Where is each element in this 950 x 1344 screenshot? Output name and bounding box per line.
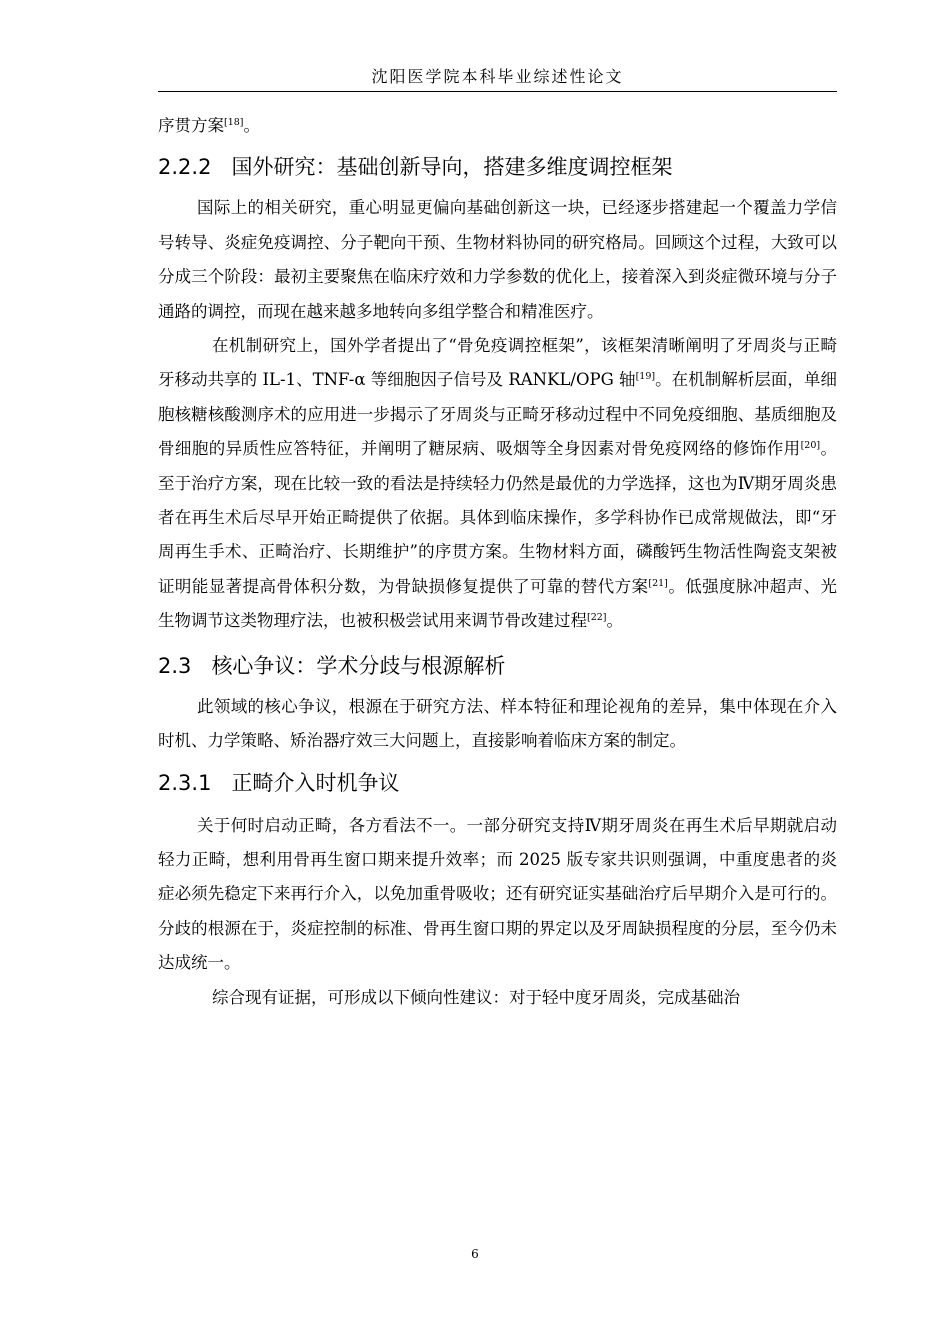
section-title: 正畸介入时机争议 <box>231 770 400 795</box>
paragraph: 此领域的核心争议，根源在于研究方法、样本特征和理论视角的差异，集中体现在介入时机、力学策略、矫治器疗效三大问题上，直接影响着临床方案的制定。 <box>158 696 837 751</box>
citation-ref[interactable]: [18] <box>224 117 244 128</box>
page-number: 6 <box>471 1247 479 1261</box>
citation-ref[interactable]: [19] <box>635 371 656 383</box>
section-title: 核心争议：学术分歧与根源解析 <box>211 653 506 678</box>
paragraph: 综合现有证据，可形成以下倾向性建议：对于轻中度牙周炎，完成基础治 <box>212 987 740 1007</box>
citation-ref[interactable]: [20] <box>800 440 821 452</box>
section-title: 国外研究：基础创新导向，搭建多维度调控框架 <box>231 155 673 180</box>
citation-ref[interactable]: [22] <box>587 612 607 624</box>
section-number: 2.3 <box>158 653 192 678</box>
page-body <box>158 108 837 1015</box>
citation-ref[interactable]: [21] <box>648 577 668 589</box>
continuation-paragraph: 序贯方案[18]。 <box>158 116 261 135</box>
running-header: 沈阳医学院本科毕业综述性论文 <box>371 67 624 86</box>
section-heading-2-3-1 <box>158 769 837 797</box>
paragraph: 关于何时启动正畸，各方看法不一。一部分研究支持Ⅳ期牙周炎在再生术后早期就启动轻力正畸，想利用骨再生窗口期来提升效率；而 2025 版专家共识则强调，中重度患者的炎症必须先稳定下来再行介入，以免加重骨吸收；还有研究证实基础治疗后早期介入是可行的。分歧的根源在于，炎症控制的标准、骨再生窗口期的界定以及牙周缺损程度的分层，至今仍未达成统一。 <box>158 815 837 973</box>
section-number: 2.2.2 <box>158 155 212 180</box>
paragraph: 在机制研究上，国外学者提出了“骨免疫调控框架”，该框架清晰阐明了牙周炎与正畸牙移动共享的 IL-1、TNF-α 等细胞因子信号及 RANKL/OPG 轴[19]。在机制解析层面，单细胞核糖核酸测序术的应用进一步揭示了牙周炎与正畸牙移动过程中不同免疫细胞、基质细胞及骨细胞的异质性应答特征，并阐明了糖尿病、吸烟等全身因素对骨免疫网络的修饰作用[20]。至于治疗方案，现在比较一致的看法是持续轻力仍然是最优的力学选择，这也为Ⅳ期牙周炎患者在再生术后尽早开始正畸提供了依据。具体到临床操作，多学科协作已成常规做法，即“牙周再生手术、正畸治疗、长期维护”的序贯方案。生物材料方面，磷酸钙生物活性陶瓷支架被证明能显著提高骨体积分数，为骨缺损修复提供了可靠的替代方案[21]。低强度脉冲超声、光生物调节这类物理疗法，也被积极尝试用来调节骨改建过程[22]。 <box>158 336 838 631</box>
section-heading-2-3 <box>158 652 837 680</box>
header-rule <box>158 91 837 92</box>
section-number: 2.3.1 <box>158 770 212 795</box>
paragraph: 国际上的相关研究，重心明显更偏向基础创新这一块，已经逐步搭建起一个覆盖力学信号转导、炎症免疫调控、分子靶向干预、生物材料协同的研究格局。回顾这个过程，大致可以分成三个阶段：最初主要聚焦在临床疗效和力学参数的优化上，接着深入到炎症微环境与分子通路的调控，而现在越来越多地转向多组学整合和精准医疗。 <box>158 198 837 321</box>
section-heading-2-2-2 <box>158 153 837 181</box>
